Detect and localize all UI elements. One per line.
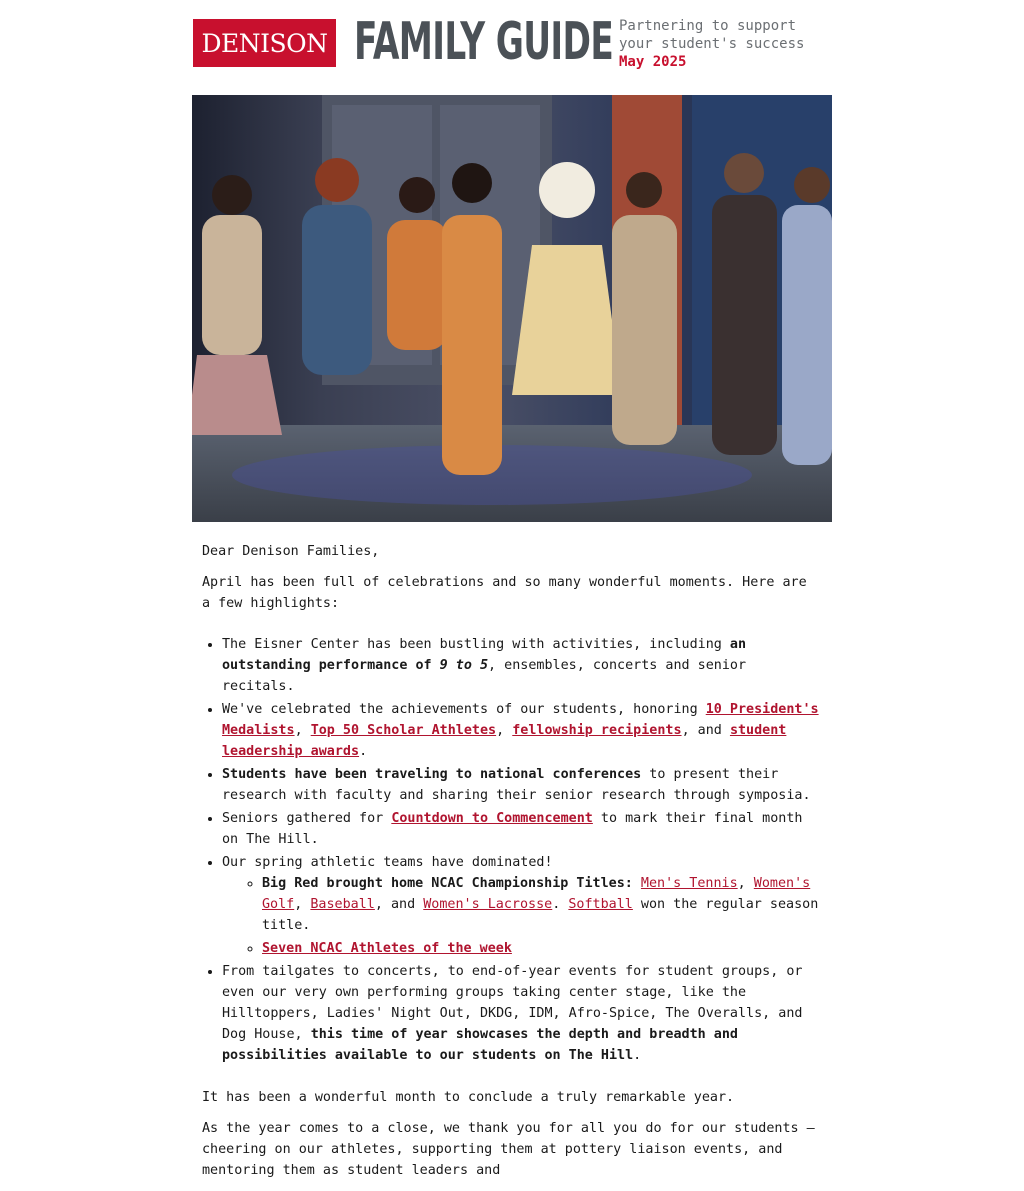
text: to mark their final month on The Hill. bbox=[222, 811, 803, 847]
show-title: 9 to 5 bbox=[439, 658, 489, 673]
tagline-text: Partnering to support your student's success bbox=[619, 18, 805, 52]
separator: . bbox=[552, 897, 569, 912]
text: Seniors gathered for bbox=[222, 811, 392, 826]
period: . bbox=[633, 1048, 642, 1063]
leadership-awards-link[interactable]: student leadership awards bbox=[222, 723, 787, 759]
womens-golf-link[interactable]: Women's Golf bbox=[262, 876, 811, 912]
list-item bbox=[222, 808, 822, 850]
scholar-athletes-link[interactable]: Top 50 Scholar Athletes bbox=[310, 723, 497, 738]
closing-paragraph: As the year comes to a close, we thank you for all you do for our students — cheering on our athletes, supporting them at pottery liaison events, and mentoring them as student leaders and bbox=[202, 1121, 815, 1178]
text: Our spring athletic teams have dominated! bbox=[222, 855, 553, 870]
countdown-commencement-link[interactable]: Countdown to Commencement bbox=[391, 811, 593, 826]
bold-text: an outstanding performance of bbox=[222, 637, 747, 673]
baseball-link[interactable]: Baseball bbox=[310, 897, 375, 912]
softball-link[interactable]: Softball bbox=[568, 897, 633, 912]
list-item bbox=[222, 852, 822, 959]
theater-performance-photo-icon bbox=[192, 95, 832, 522]
bold-text: Students have been traveling to national conferences bbox=[222, 767, 642, 782]
closing-line: It has been a wonderful month to conclude a truly remarkable year. bbox=[202, 1090, 735, 1105]
space bbox=[633, 876, 641, 891]
text: won the regular season title. bbox=[262, 897, 819, 933]
letter-body bbox=[202, 541, 822, 1191]
separator: , bbox=[737, 876, 754, 891]
mens-tennis-link[interactable]: Men's Tennis bbox=[640, 876, 738, 891]
highlights-list bbox=[202, 634, 822, 1066]
separator: , bbox=[294, 723, 311, 738]
text: We've celebrated the achievements of our students, honoring bbox=[222, 702, 706, 717]
separator: , bbox=[294, 897, 311, 912]
athletes-of-week-link[interactable]: Seven NCAC Athletes of the week bbox=[262, 941, 512, 956]
presidents-medalists-link[interactable]: 10 President's Medalists bbox=[222, 702, 819, 738]
list-item bbox=[222, 961, 822, 1066]
greeting: Dear Denison Families, bbox=[202, 544, 380, 559]
text: The Eisner Center has been bustling with activities, including bbox=[222, 637, 730, 652]
intro: April has been full of celebrations and so many wonderful moments. Here are a few highlights: bbox=[202, 575, 807, 611]
athletics-sublist bbox=[222, 873, 822, 959]
separator: , bbox=[496, 723, 513, 738]
bold-text: Big Red brought home NCAC Championship Titles: bbox=[262, 876, 633, 891]
womens-lacrosse-link[interactable]: Women's Lacrosse bbox=[423, 897, 553, 912]
list-item bbox=[222, 699, 822, 762]
text: to present their research with faculty and sharing their senior research through symposia. bbox=[222, 767, 811, 803]
list-item bbox=[262, 873, 822, 936]
period: . bbox=[359, 744, 368, 759]
masthead-title: FAMILY GUIDE bbox=[354, 12, 614, 72]
bold-text: this time of year showcases the depth and breadth and possibilities available to our students on The Hill bbox=[222, 1027, 738, 1063]
fellowship-recipients-link[interactable]: fellowship recipients bbox=[512, 723, 682, 738]
list-item bbox=[262, 938, 822, 959]
text: From tailgates to concerts, to end-of-year events for student groups, or even our very own performing groups taking center stage, like the Hilltoppers, Ladies' Night Out, DKDG, IDM, Afro-Spice, The Overalls, and Dog House, bbox=[222, 964, 803, 1042]
tagline-block bbox=[619, 17, 834, 71]
hero-photo bbox=[192, 95, 832, 522]
newsletter-header bbox=[192, 0, 832, 95]
issue-date: May 2025 bbox=[619, 54, 687, 70]
separator: , and bbox=[681, 723, 730, 738]
list-item bbox=[222, 764, 822, 806]
separator: , and bbox=[374, 897, 424, 912]
newsletter bbox=[192, 0, 832, 1178]
list-item bbox=[222, 634, 822, 697]
text: , ensembles, concerts and senior recitals. bbox=[222, 658, 747, 694]
denison-logo[interactable]: DENISON bbox=[193, 19, 336, 67]
